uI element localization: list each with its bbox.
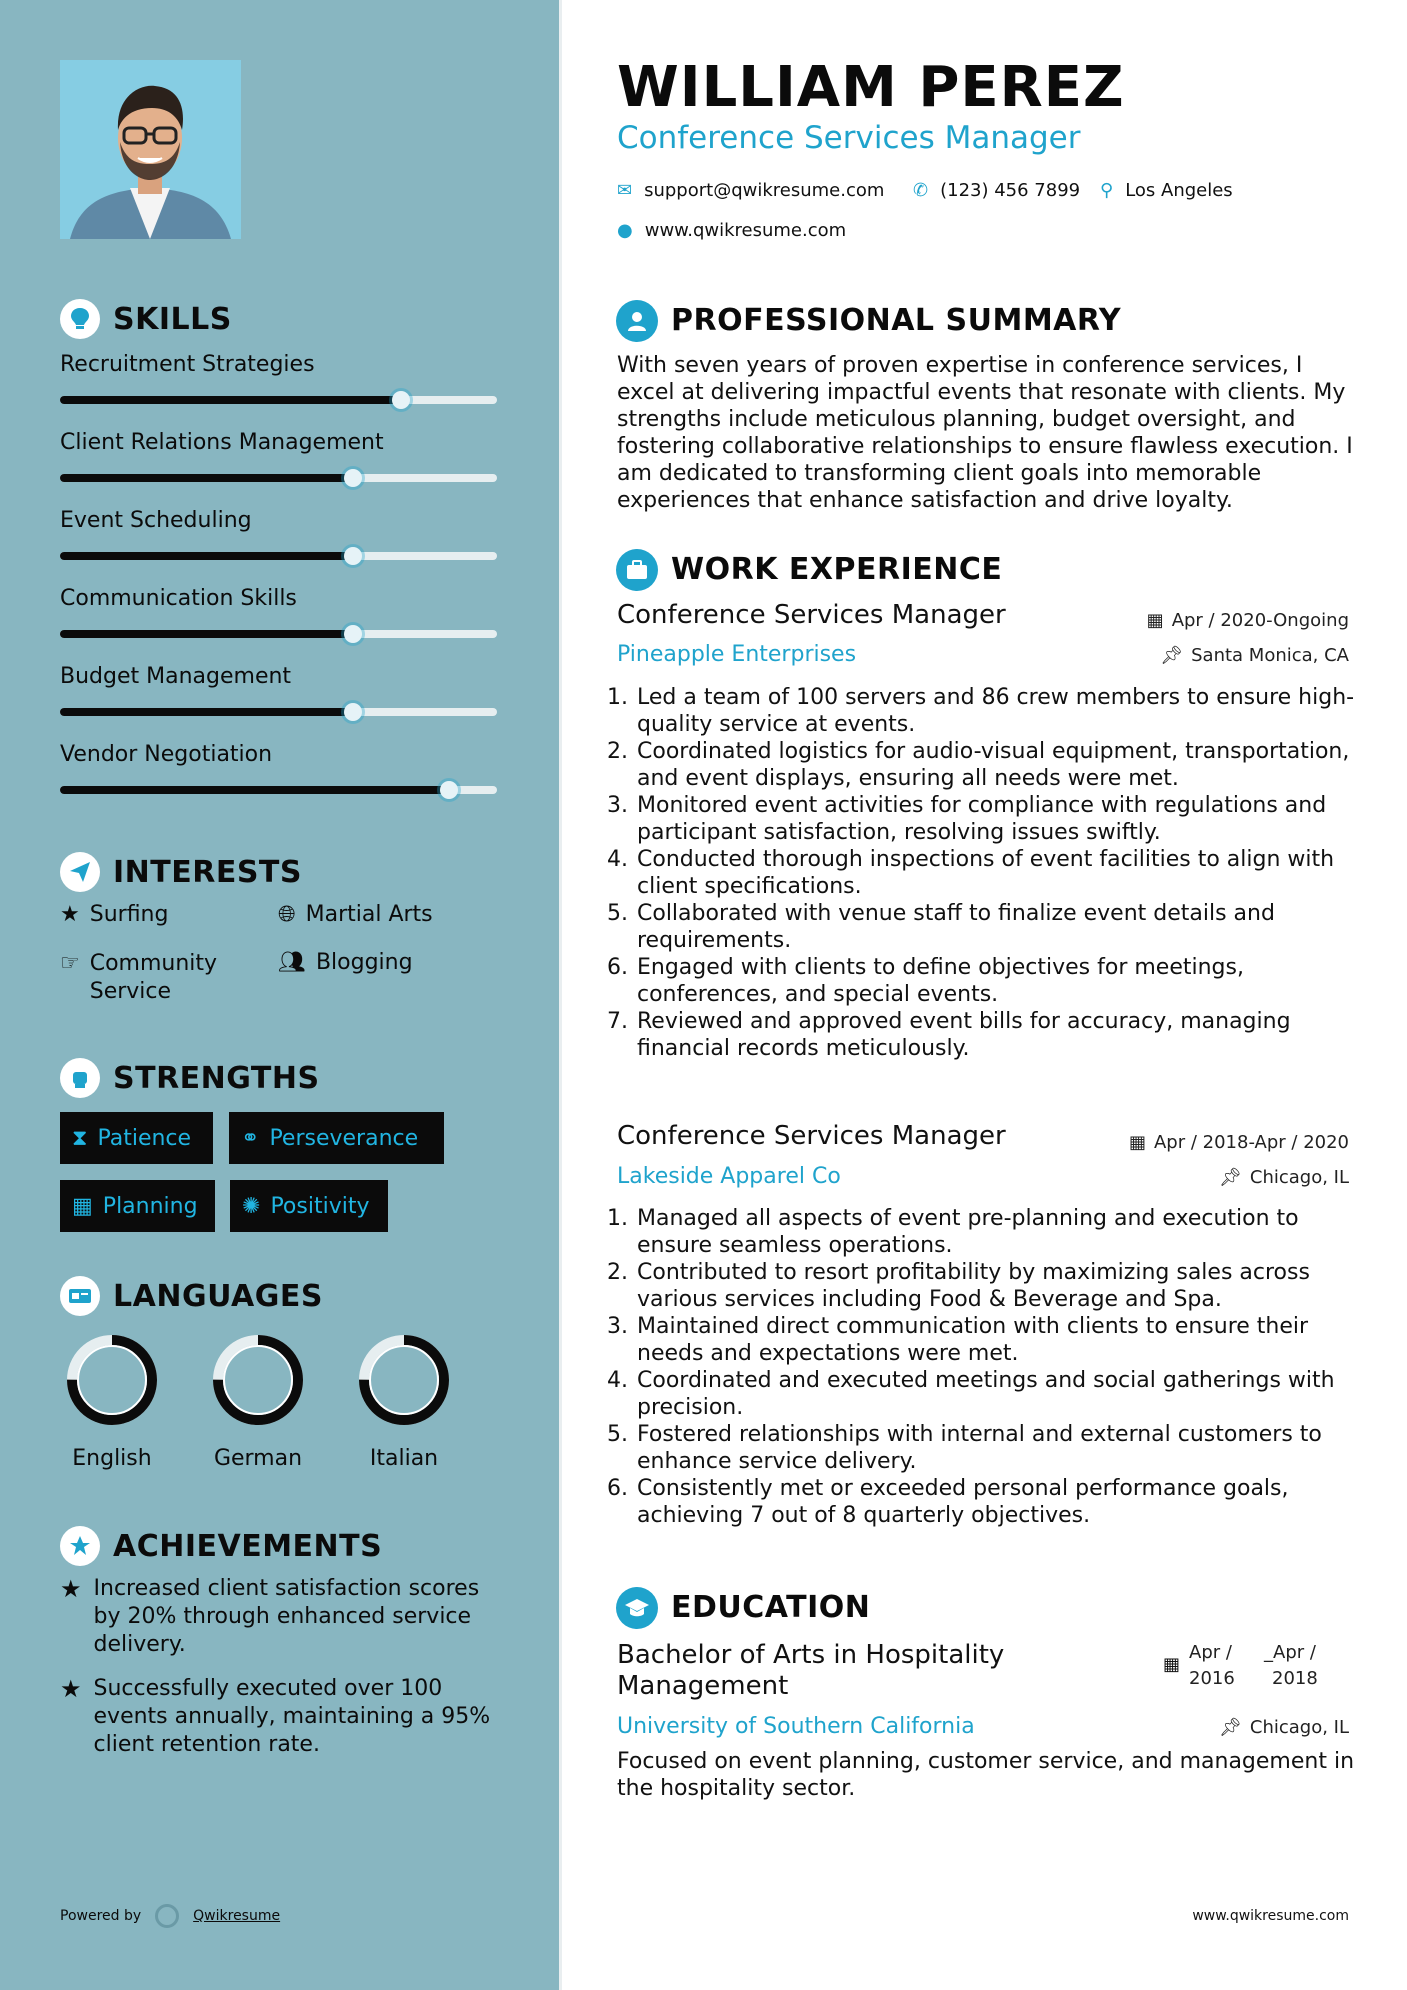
globe-icon: ●: [617, 220, 633, 241]
edu-end-date: [1264, 1640, 1318, 1692]
interests-title: INTERESTS: [113, 855, 302, 890]
language-label: German: [213, 1446, 303, 1471]
job-bullet: 1. Managed all aspects of event pre-planning and execution to ensure seamless operations.: [635, 1205, 1375, 1259]
location-text: Los Angeles: [1125, 180, 1233, 201]
interest-item-surfing: [60, 902, 168, 927]
phone-icon: ✆: [913, 180, 929, 201]
interest-label: Martial Arts: [305, 902, 433, 927]
date-part: Apr /: [1189, 1642, 1232, 1663]
contact-location: [1100, 180, 1233, 201]
skill-bar: [60, 474, 497, 482]
hand-icon: ☞: [60, 951, 80, 976]
interest-item-blogging: [278, 950, 413, 975]
calendar-icon: ▦: [1128, 1132, 1146, 1153]
job-bullet: 5. Fostered relationships with internal and external customers to enhance service delivery.: [635, 1421, 1375, 1475]
achievement-text: Increased client satisfaction scores by 20% through enhanced service delivery.: [93, 1576, 480, 1657]
job-bullet: 4. Conducted thorough inspections of event facilities to align with client specifications.: [635, 846, 1375, 900]
skill-bar-knob: [344, 469, 362, 487]
map-pin-icon: ⚲: [1100, 180, 1114, 201]
date-part: 2018: [1272, 1668, 1318, 1689]
company-name: Lakeside Apparel Co: [617, 1164, 841, 1189]
interest-label: Blogging: [315, 950, 413, 975]
pin-icon: 📌︎: [1219, 1717, 1242, 1738]
language-ring-inner: [78, 1346, 146, 1414]
language-ring: [208, 1330, 308, 1430]
skill-bar-knob: [344, 703, 362, 721]
skill-bar: [60, 396, 497, 404]
skill-label: Budget Management: [60, 664, 292, 689]
hourglass-icon: ⧗: [72, 1125, 88, 1151]
job-bullet: 7. Reviewed and approved event bills for accuracy, managing financial records meticulously.: [635, 1008, 1375, 1062]
job-title: Conference Services Manager: [617, 1121, 1006, 1151]
degree-title: [617, 1640, 1004, 1702]
date-part: _Apr /: [1264, 1642, 1316, 1663]
location-text: Chicago, IL: [1249, 1167, 1349, 1188]
skill-bar: [60, 708, 497, 716]
edu-location: [1219, 1717, 1349, 1738]
website-text: www.qwikresume.com: [644, 220, 847, 241]
job-location: [1160, 645, 1349, 666]
strength-tag-perseverance: [229, 1112, 444, 1164]
footer-url[interactable]: www.qwikresume.com: [1192, 1908, 1349, 1924]
job-bullet-list: [617, 684, 1375, 1062]
summary-text: With seven years of proven expertise in conference services, I excel at delivering impactful events that resonate with clients. My strengths include meticulous planning, budget oversight, and fostering collaborative relationships to ensure flawless execution. I am dedicated to transforming client goals into memorable experiences that enhance satisfaction and drive loyalty.: [617, 353, 1353, 513]
job-bullet: 4. Coordinated and executed meetings and social gatherings with precision.: [635, 1367, 1375, 1421]
strength-label: Perseverance: [269, 1125, 419, 1151]
calendar-icon: ▦: [72, 1193, 93, 1219]
languages-title: LANGUAGES: [113, 1279, 323, 1314]
summary-title: PROFESSIONAL SUMMARY: [671, 303, 1122, 338]
interest-item-community-service: [60, 950, 250, 1006]
skill-bar: [60, 786, 497, 794]
profile-photo: [60, 60, 241, 239]
skill-bar-knob: [440, 781, 458, 799]
language-ring: [62, 1330, 162, 1430]
candidate-name: WILLIAM PEREZ: [617, 55, 1125, 120]
star-icon: ★: [60, 902, 80, 927]
contact-email[interactable]: [617, 180, 884, 201]
education-title: EDUCATION: [671, 1590, 871, 1625]
job-bullet: 1. Led a team of 100 servers and 86 crew members to ensure high-quality service at events.: [635, 684, 1375, 738]
job-bullet: 3. Maintained direct communication with clients to ensure their needs and expectations were met.: [635, 1313, 1375, 1367]
skill-bar-knob: [344, 547, 362, 565]
language-card-icon: [60, 1276, 100, 1316]
job-bullet: 3. Monitored event activities for compliance with regulations and participant satisfaction, resolving issues swiftly.: [635, 792, 1375, 846]
strength-tag-positivity: [230, 1180, 388, 1232]
phone-text: (123) 456 7899: [940, 180, 1081, 201]
skill-bar: [60, 552, 497, 560]
paper-plane-icon: [60, 852, 100, 892]
briefcase-icon: [616, 549, 658, 591]
divider: [559, 0, 562, 1990]
strength-label: Positivity: [270, 1193, 370, 1219]
location-text: Santa Monica, CA: [1191, 645, 1349, 666]
powered-by: [60, 1904, 280, 1928]
job-bullet-list: [617, 1205, 1375, 1529]
job-bullet: 6. Consistently met or exceeded personal performance goals, achieving 7 out of 8 quarterly objectives.: [635, 1475, 1375, 1529]
fist-icon: [60, 1058, 100, 1098]
job-location: [1219, 1167, 1349, 1188]
experience-title: WORK EXPERIENCE: [671, 552, 1003, 587]
skill-label: Recruitment Strategies: [60, 352, 315, 377]
medal-icon: [60, 1526, 100, 1566]
contact-phone[interactable]: [913, 180, 1080, 201]
pin-icon: 📌︎: [1160, 645, 1184, 666]
skill-label: Communication Skills: [60, 586, 297, 611]
users-icon: 👥︎: [278, 950, 306, 975]
job-bullet: 5. Collaborated with venue staff to finalize event details and requirements.: [635, 900, 1375, 954]
company-name: Pineapple Enterprises: [617, 642, 857, 667]
achievement-item: [60, 1575, 500, 1659]
globe-icon: 🌐︎: [278, 902, 296, 927]
binoculars-icon: ⚭: [241, 1125, 260, 1151]
education-description: Focused on event planning, customer service, and management in the hospitality sector.: [617, 1749, 1355, 1801]
dates-text: Apr / 2020-Ongoing: [1171, 610, 1349, 631]
skill-label: Vendor Negotiation: [60, 742, 273, 767]
job-bullet: 2. Contributed to resort profitability by maximizing sales across various services including Food & Beverage and Spa.: [635, 1259, 1375, 1313]
job-title: Conference Services Manager: [617, 600, 1006, 630]
dates-text: Apr / 2018-Apr / 2020: [1153, 1132, 1349, 1153]
lightbulb-icon: [60, 299, 100, 339]
skill-bar-knob: [344, 625, 362, 643]
contact-website[interactable]: [617, 220, 846, 241]
strength-tag-planning: [60, 1180, 215, 1232]
calendar-icon: ▦: [1163, 1654, 1181, 1675]
job-bullet: 6. Engaged with clients to define objectives for meetings, conferences, and special events.: [635, 954, 1375, 1008]
location-text: Chicago, IL: [1249, 1717, 1349, 1738]
achievement-item: [60, 1675, 500, 1759]
edu-start-date: [1189, 1640, 1235, 1692]
trophy-star-icon: ★: [60, 1675, 82, 1703]
skill-bar-fill: [60, 630, 353, 638]
envelope-icon: ✉: [617, 180, 633, 201]
achievement-text: Successfully executed over 100 events annually, maintaining a 95% client retention rate.: [93, 1676, 491, 1757]
pin-icon: 📌︎: [1219, 1167, 1242, 1188]
skill-bar-knob: [392, 391, 410, 409]
trophy-star-icon: ★: [60, 1575, 82, 1603]
email-text: support@qwikresume.com: [644, 180, 885, 201]
skill-bar-fill: [60, 708, 353, 716]
skill-bar-fill: [60, 786, 449, 794]
skill-label: Event Scheduling: [60, 508, 252, 533]
sun-icon: ✺: [242, 1193, 261, 1219]
job-dates: [1129, 1132, 1349, 1153]
language-ring-inner: [370, 1346, 438, 1414]
skill-bar: [60, 630, 497, 638]
candidate-role: Conference Services Manager: [617, 120, 1081, 156]
user-icon: [616, 300, 658, 342]
brand-link[interactable]: Qwikresume: [193, 1908, 281, 1924]
school-name: University of Southern California: [617, 1714, 975, 1739]
language-ring-inner: [224, 1346, 292, 1414]
powered-by-label: Powered by: [60, 1908, 142, 1924]
calendar-icon: ▦: [1146, 610, 1164, 631]
interest-label: Community Service: [89, 951, 218, 1004]
job-bullet: 2. Coordinated logistics for audio-visual equipment, transportation, and event displays, ensuring all needs were met.: [635, 738, 1375, 792]
strength-tag-patience: [60, 1112, 213, 1164]
job-dates: [1147, 610, 1349, 631]
strength-label: Planning: [102, 1193, 198, 1219]
language-label: English: [72, 1446, 152, 1471]
date-part: 2016: [1189, 1668, 1235, 1689]
language-ring: [354, 1330, 454, 1430]
achievements-title: ACHIEVEMENTS: [113, 1529, 383, 1564]
degree-line: Management: [617, 1671, 789, 1701]
skill-bar-fill: [60, 474, 353, 482]
degree-line: Bachelor of Arts in Hospitality: [617, 1640, 1005, 1670]
strength-label: Patience: [97, 1125, 192, 1151]
skill-bar-fill: [60, 396, 401, 404]
skill-bar-fill: [60, 552, 353, 560]
strengths-title: STRENGTHS: [113, 1061, 320, 1096]
graduation-icon: [616, 1587, 658, 1629]
skill-label: Client Relations Management: [60, 430, 384, 455]
interest-label: Surfing: [89, 902, 169, 927]
qwikresume-logo-icon: [155, 1904, 179, 1928]
language-label: Italian: [369, 1446, 439, 1471]
skills-title: SKILLS: [113, 302, 232, 337]
interest-item-martial-arts: [278, 902, 433, 927]
